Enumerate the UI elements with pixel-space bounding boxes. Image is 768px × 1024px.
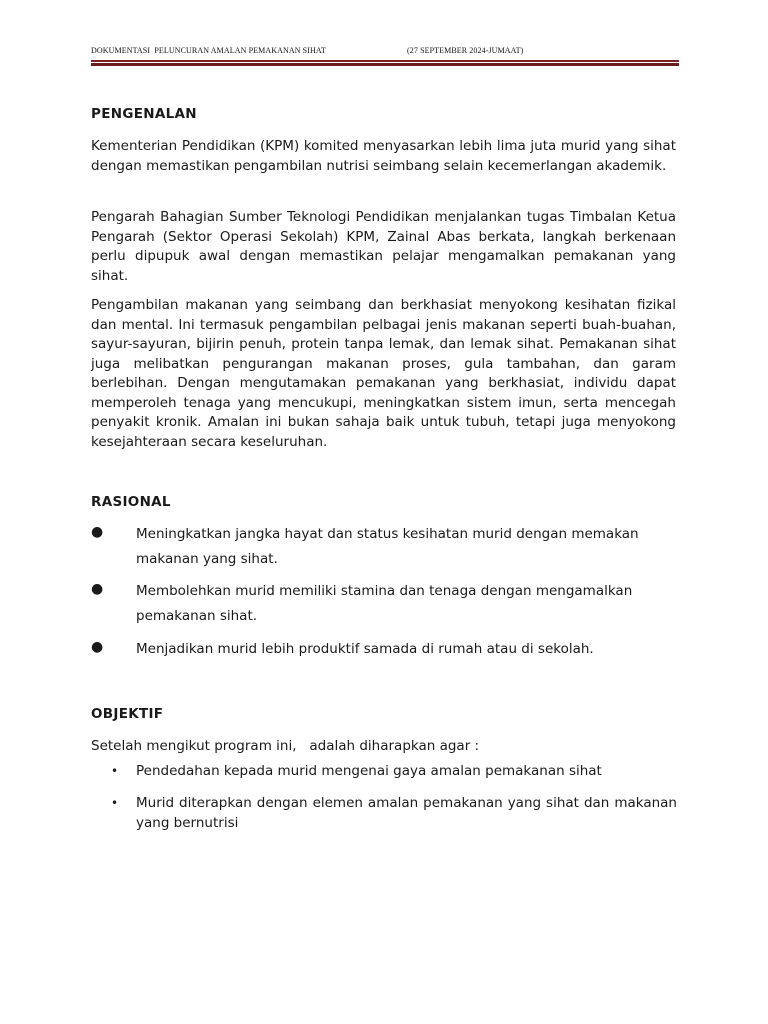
header-rule-thick <box>91 63 679 66</box>
bullet-icon: • <box>111 796 119 810</box>
bullet-icon: • <box>111 764 119 778</box>
bullet-icon: ● <box>91 581 104 597</box>
objektif-intro: Setelah mengikut program ini, adalah diharapkan agar : <box>91 738 480 754</box>
header-title: DOKUMENTASI PELUNCURAN AMALAN PEMAKANAN SIHAT <box>91 46 326 55</box>
section-heading-rasional: RASIONAL <box>91 494 171 510</box>
rasional-item-text: Menjadikan murid lebih produktif samada di rumah atau di sekolah. <box>136 641 594 657</box>
header-rule-thin <box>91 60 679 62</box>
section-heading-objektif: OBJEKTIF <box>91 706 164 722</box>
objektif-item-text: Pendedahan kepada murid mengenai gaya amalan pemakanan sihat <box>136 763 602 779</box>
header-date: (27 SEPTEMBER 2024-JUMAAT) <box>407 46 524 55</box>
rasional-item-text: Membolehkan murid memiliki stamina dan tenaga dengan mengamalkan pemakanan sihat. <box>136 583 633 624</box>
pengenalan-paragraph-3: Pengambilan makanan yang seimbang dan berkhasiat menyokong kesihatan fizikal dan mental. Ini termasuk pengambilan pelbagai jenis makanan seperti buah-buahan, sayur-sayuran, bijirin penuh, protein tanpa lemak, dan lemak sihat. Pemakanan sihat juga melibatkan pengurangan makanan proses, gula tambahan, dan garam berlebihan. Dengan mengutamakan pemakanan yang berkhasiat, individu dapat memperoleh tenaga yang mencukupi, meningkatkan sistem imun, serta mencegah penyakit kronik. Amalan ini bukan sahaja baik untuk tubuh, tetapi juga menyokong kesejahteraan secara keseluruhan. <box>91 297 676 450</box>
pengenalan-paragraph-2: Pengarah Bahagian Sumber Teknologi Pendidikan menjalankan tugas Timbalan Ketua Pengarah (Sektor Operasi Sekolah) KPM, Zainal Abas berkata, langkah berkenaan perlu dipupuk awal dengan memastikan pelajar mengamalkan pemakanan yang sihat. <box>91 209 676 284</box>
section-heading-pengenalan: PENGENALAN <box>91 106 197 122</box>
objektif-item-text: Murid diterapkan dengan elemen amalan pemakanan yang sihat dan makanan yang bernutrisi <box>136 795 677 831</box>
pengenalan-paragraph-1: Kementerian Pendidikan (KPM) komited menyasarkan lebih lima juta murid yang sihat dengan memastikan pengambilan nutrisi seimbang selain kecemerlangan akademik. <box>91 138 676 174</box>
rasional-item-text: Meningkatkan jangka hayat dan status kesihatan murid dengan memakan makanan yang sihat. <box>136 526 639 567</box>
bullet-icon: ● <box>91 639 104 655</box>
bullet-icon: ● <box>91 524 104 540</box>
